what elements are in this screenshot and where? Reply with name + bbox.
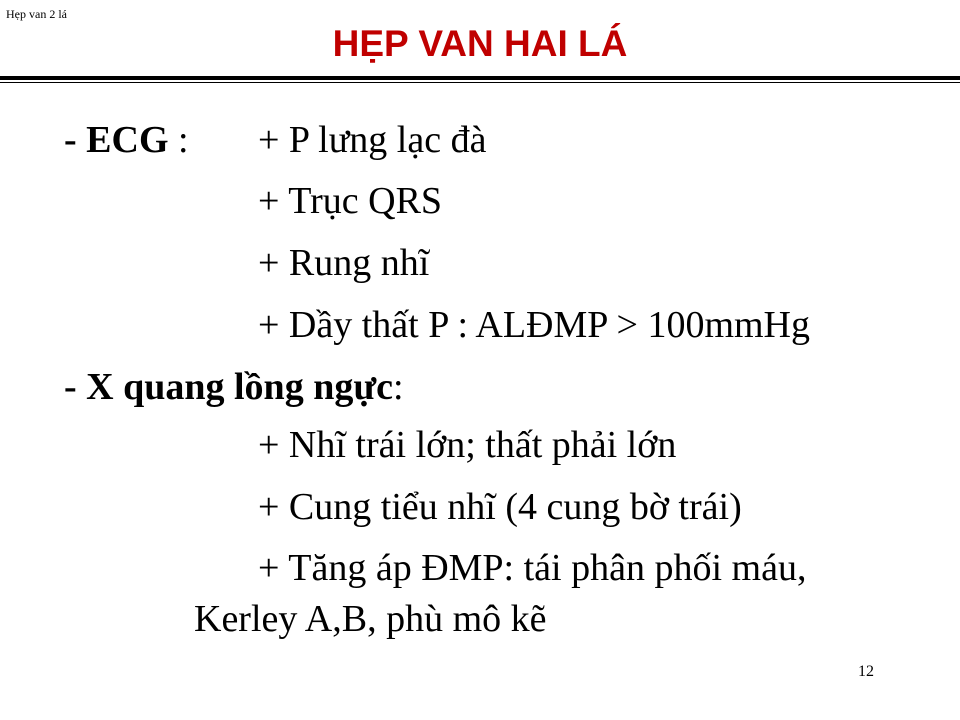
xray-colon: : xyxy=(393,366,404,408)
ecg-heading xyxy=(64,118,189,162)
ecg-item: + P lưng lạc đà xyxy=(258,119,487,161)
ecg-label: ECG xyxy=(86,119,169,161)
xray-item: + Cung tiểu nhĩ (4 cung bờ trái) xyxy=(258,486,742,528)
xray-item: + Tăng áp ĐMP: tái phân phối máu, xyxy=(258,547,807,589)
xray-item-continuation: Kerley A,B, phù mô kẽ xyxy=(194,598,547,640)
title-divider-thin xyxy=(0,82,960,83)
title-divider-thick xyxy=(0,76,960,80)
slide-title: HẸP VAN HAI LÁ xyxy=(332,23,628,64)
xray-item: + Nhĩ trái lớn; thất phải lớn xyxy=(258,424,677,466)
ecg-dash: - xyxy=(64,119,87,161)
page-number: 12 xyxy=(858,663,874,680)
ecg-item: + Rung nhĩ xyxy=(258,242,430,284)
ecg-colon: : xyxy=(168,119,189,161)
xray-label: X quang lồng ngực xyxy=(86,366,393,408)
ecg-item: + Dầy thất P : ALĐMP > 100mmHg xyxy=(258,304,811,346)
xray-heading xyxy=(64,365,404,409)
xray-dash: - xyxy=(64,366,87,408)
ecg-item: + Trục QRS xyxy=(258,180,443,222)
header-label: Hẹp van 2 lá xyxy=(6,7,67,21)
